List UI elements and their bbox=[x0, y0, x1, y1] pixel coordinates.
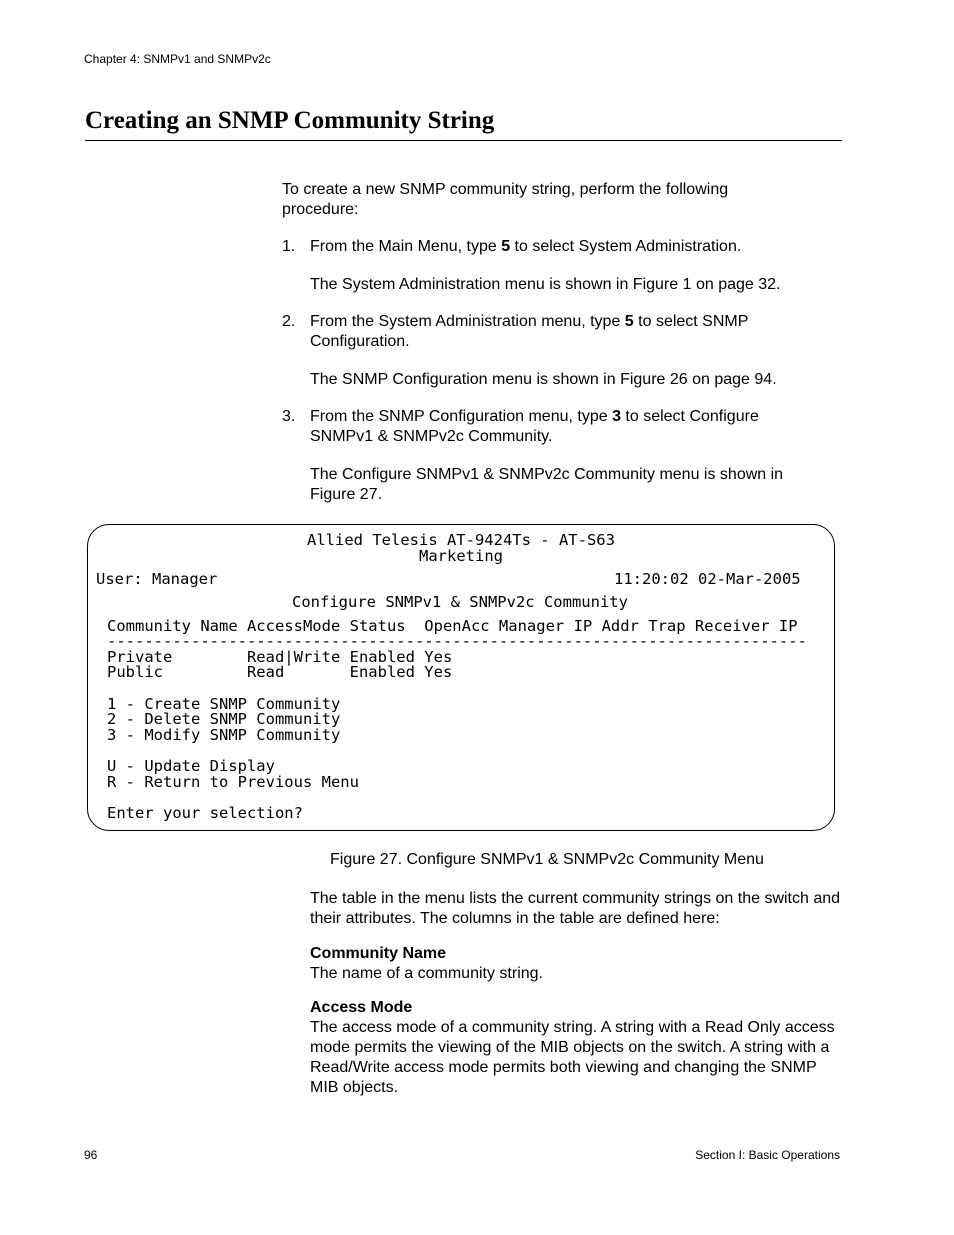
screen-user: User: Manager bbox=[96, 570, 218, 588]
screen-menu-title: Configure SNMPv1 & SNMPv2c Community bbox=[292, 593, 628, 611]
screen-option-create: 1 - Create SNMP Community bbox=[107, 695, 341, 713]
step-3-text: From the SNMP Configuration menu, type 3 to select Configure SNMPv1 & SNMPv2c Community. bbox=[310, 408, 759, 445]
step-3-number: 3. bbox=[282, 408, 296, 425]
step-2-key: 5 bbox=[624, 313, 634, 330]
screen-table-row: Private Read|Write Enabled Yes bbox=[107, 648, 453, 666]
screen-separator: --------------------------------------------------------------------------- bbox=[107, 632, 807, 650]
definition-desc: The access mode of a community string. A string with a Read Only access mode permits the viewing of the MIB objects on the switch. A string with a Read/Write access mode permits both viewing and changing the SNMP MIB objects. bbox=[310, 1019, 835, 1096]
step-1-number: 1. bbox=[282, 238, 296, 255]
page-number: 96 bbox=[84, 1148, 98, 1162]
screen-option-update: U - Update Display bbox=[107, 757, 275, 775]
step-1-key: 5 bbox=[501, 238, 511, 255]
screen-device-name: Allied Telesis AT-9424Ts - AT-S63 bbox=[307, 531, 615, 549]
step-3-key: 3 bbox=[612, 408, 621, 425]
screen-location: Marketing bbox=[419, 547, 503, 565]
screen-option-return: R - Return to Previous Menu bbox=[107, 773, 359, 791]
running-header: Chapter 4: SNMPv1 and SNMPv2c bbox=[84, 52, 271, 66]
definition-term: Access Mode bbox=[310, 999, 413, 1016]
intro-paragraph: To create a new SNMP community string, perform the following procedure: bbox=[282, 181, 729, 218]
figure-caption: Figure 27. Configure SNMPv1 & SNMPv2c Community Menu bbox=[330, 851, 764, 868]
step-1-note: The System Administration menu is shown in Figure 1 on page 32. bbox=[310, 276, 781, 293]
title-rule bbox=[85, 140, 842, 141]
screen-table-header: Community Name AccessMode Status OpenAcc Manager IP Addr Trap Receiver IP bbox=[107, 617, 798, 635]
step-3-note: The Configure SNMPv1 & SNMPv2c Community menu is shown in Figure 27. bbox=[310, 466, 784, 503]
definition-desc: The name of a community string. bbox=[310, 965, 543, 982]
table-description: The table in the menu lists the current community strings on the switch and their attributes. The columns in the table are defined here: bbox=[310, 890, 841, 927]
step-2-number: 2. bbox=[282, 313, 296, 330]
step-1-text: From the Main Menu, type 5 to select System Administration. bbox=[310, 238, 742, 255]
screen-datetime: 11:20:02 02-Mar-2005 bbox=[614, 570, 801, 588]
screen-table-row: Public Read Enabled Yes bbox=[107, 663, 453, 681]
definition-term: Community Name bbox=[310, 945, 447, 962]
footer-section: Section I: Basic Operations bbox=[695, 1148, 840, 1162]
step-2-text: From the System Administration menu, type 5 to select SNMP Configuration. bbox=[310, 313, 749, 350]
screen-prompt: Enter your selection? bbox=[107, 804, 303, 822]
section-title: Creating an SNMP Community String bbox=[85, 107, 495, 134]
screen-option-delete: 2 - Delete SNMP Community bbox=[107, 710, 341, 728]
screen-option-modify: 3 - Modify SNMP Community bbox=[107, 726, 341, 744]
step-2-note: The SNMP Configuration menu is shown in Figure 26 on page 94. bbox=[310, 371, 777, 388]
